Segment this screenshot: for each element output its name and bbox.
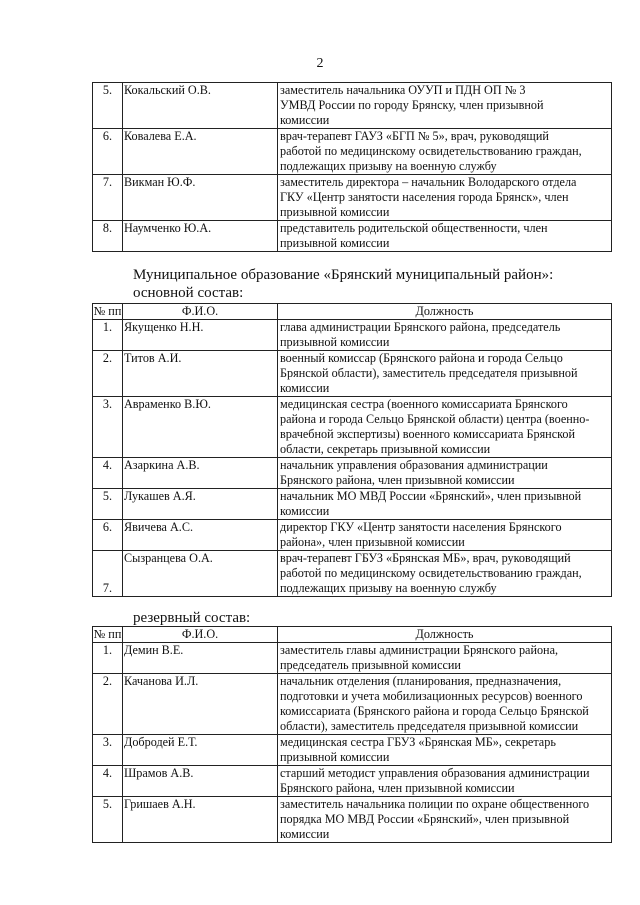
row-number: 7.	[93, 175, 123, 221]
table-row	[93, 221, 612, 252]
row-number: 3.	[93, 735, 123, 766]
position-line: председатель призывной комиссии	[280, 658, 461, 672]
person-name: Добродей Е.Т.	[123, 735, 278, 766]
person-position	[278, 735, 612, 766]
position-line: старший методист управления образования администрации	[280, 766, 590, 780]
row-number: 6.	[93, 129, 123, 175]
row-number: 7.	[93, 551, 123, 597]
person-name: Явичева А.С.	[123, 520, 278, 551]
table-row	[93, 397, 612, 458]
table-row	[93, 458, 612, 489]
position-line: представитель родительской общественности, член	[280, 221, 548, 235]
position-line: комиссии	[280, 381, 330, 395]
row-number: 5.	[93, 797, 123, 843]
person-name: Викман Ю.Ф.	[123, 175, 278, 221]
row-number: 4.	[93, 458, 123, 489]
position-line: комиссии	[280, 827, 330, 841]
position-line: заместитель директора – начальник Володарского отдела	[280, 175, 577, 189]
person-position	[278, 643, 612, 674]
person-position	[278, 674, 612, 735]
table-body	[93, 320, 612, 597]
position-line: области, секретарь призывной комиссии	[280, 442, 491, 456]
table-row	[93, 551, 612, 597]
position-line: ГКУ «Центр занятости населения города Брянск», член	[280, 190, 569, 204]
header-name: Ф.И.О.	[123, 304, 278, 320]
table-header-row	[93, 627, 612, 643]
header-position: Должность	[278, 304, 612, 320]
row-number: 6.	[93, 520, 123, 551]
table-header-row	[93, 304, 612, 320]
position-line: начальник управления образования администрации	[280, 458, 548, 472]
position-line: области), заместитель председателя призывной комиссии	[280, 719, 579, 733]
table-row	[93, 83, 612, 129]
person-position	[278, 797, 612, 843]
person-position	[278, 129, 612, 175]
row-number: 1.	[93, 643, 123, 674]
position-line: глава администрации Брянского района, председатель	[280, 320, 561, 334]
row-number: 1.	[93, 320, 123, 351]
person-name: Наумченко Ю.А.	[123, 221, 278, 252]
person-name: Кокальский О.В.	[123, 83, 278, 129]
position-line: врач-терапевт ГБУЗ «Брянская МБ», врач, руководящий	[280, 551, 571, 565]
table-row	[93, 735, 612, 766]
table-row	[93, 175, 612, 221]
table-body	[93, 643, 612, 843]
position-line: заместитель главы администрации Брянского района,	[280, 643, 559, 657]
position-line: комиссариата (Брянского района и города Сельцо Брянской	[280, 704, 589, 718]
position-line: начальник МО МВД России «Брянский», член призывной	[280, 489, 582, 503]
table-row	[93, 320, 612, 351]
position-line: заместитель начальника ОУУП и ПДН ОП № 3	[280, 83, 526, 97]
position-line: подготовки и учета мобилизационных ресурсов) военного	[280, 689, 583, 703]
section-heading-line2: основной состав:	[133, 285, 244, 301]
header-number: № пп	[93, 304, 122, 318]
person-name: Демин В.Е.	[123, 643, 278, 674]
table-row	[93, 129, 612, 175]
position-line: Брянской области), заместитель председателя призывной	[280, 366, 578, 380]
position-line: района», член призывной комиссии	[280, 535, 465, 549]
person-position	[278, 175, 612, 221]
position-line: работой по медицинскому освидетельствованию граждан,	[280, 566, 582, 580]
person-position	[278, 320, 612, 351]
table-row	[93, 643, 612, 674]
row-number: 5.	[93, 83, 123, 129]
header-position: Должность	[278, 627, 612, 643]
row-number: 4.	[93, 766, 123, 797]
row-number: 5.	[93, 489, 123, 520]
section-heading-main	[133, 266, 553, 302]
position-line: УМВД России по городу Брянску, член призывной	[280, 98, 544, 112]
person-name: Авраменко В.Ю.	[123, 397, 278, 458]
position-line: комиссии	[280, 113, 330, 127]
table-row	[93, 797, 612, 843]
table-row	[93, 351, 612, 397]
position-line: подлежащих призыву на военную службу	[280, 581, 497, 595]
person-name: Гришаев А.Н.	[123, 797, 278, 843]
table-body	[93, 83, 612, 252]
row-number: 2.	[93, 674, 123, 735]
row-number: 8.	[93, 221, 123, 252]
table-row	[93, 489, 612, 520]
row-number: 3.	[93, 397, 123, 458]
position-line: начальник отделения (планирования, предназначения,	[280, 674, 562, 688]
table-row	[93, 766, 612, 797]
person-position	[278, 83, 612, 129]
person-position	[278, 551, 612, 597]
person-position	[278, 397, 612, 458]
header-name: Ф.И.О.	[123, 627, 278, 643]
position-line: заместитель начальника полиции по охране общественного	[280, 797, 590, 811]
position-line: призывной комиссии	[280, 236, 390, 250]
table-row	[93, 520, 612, 551]
section-heading-line1: Муниципальное образование «Брянский муниципальный район»:	[133, 267, 554, 283]
position-line: Брянского района, член призывной комиссии	[280, 781, 515, 795]
person-name: Азаркина А.В.	[123, 458, 278, 489]
position-line: медицинская сестра ГБУЗ «Брянская МБ», секретарь	[280, 735, 556, 749]
person-position	[278, 458, 612, 489]
position-line: призывной комиссии	[280, 750, 390, 764]
position-line: порядка МО МВД России «Брянский», член призывной	[280, 812, 570, 826]
person-name: Лукашев А.Я.	[123, 489, 278, 520]
commission-table-reserve	[92, 626, 612, 843]
person-name: Якущенко Н.Н.	[123, 320, 278, 351]
position-line: директор ГКУ «Центр занятости населения Брянского	[280, 520, 562, 534]
position-line: района и города Сельцо Брянской области) центра (военно-	[280, 412, 590, 426]
person-name: Титов А.И.	[123, 351, 278, 397]
person-name: Качанова И.Л.	[123, 674, 278, 735]
position-line: медицинская сестра (военного комиссариата Брянского	[280, 397, 568, 411]
page-number: 2	[316, 56, 324, 71]
commission-table-main	[92, 303, 612, 597]
commission-table-continued	[92, 82, 612, 252]
position-line: врач-терапевт ГАУЗ «БГП № 5», врач, руководящий	[280, 129, 549, 143]
position-line: призывной комиссии	[280, 205, 390, 219]
position-line: военный комиссар (Брянского района и города Сельцо	[280, 351, 563, 365]
person-position	[278, 489, 612, 520]
person-name: Ковалева Е.А.	[123, 129, 278, 175]
position-line: работой по медицинскому освидетельствованию граждан,	[280, 144, 582, 158]
position-line: комиссии	[280, 504, 330, 518]
row-number: 2.	[93, 351, 123, 397]
person-position	[278, 351, 612, 397]
person-position	[278, 221, 612, 252]
person-position	[278, 520, 612, 551]
position-line: призывной комиссии	[280, 335, 390, 349]
section-heading-reserve: резервный состав:	[133, 610, 251, 626]
position-line: Брянского района, член призывной комиссии	[280, 473, 515, 487]
position-line: подлежащих призыву на военную службу	[280, 159, 497, 173]
table-row	[93, 674, 612, 735]
person-position	[278, 766, 612, 797]
header-number: № пп	[93, 627, 122, 641]
person-name: Сызранцева О.А.	[123, 551, 278, 597]
position-line: врачебной экспертизы) военного комиссариата Брянской	[280, 427, 576, 441]
person-name: Шрамов А.В.	[123, 766, 278, 797]
